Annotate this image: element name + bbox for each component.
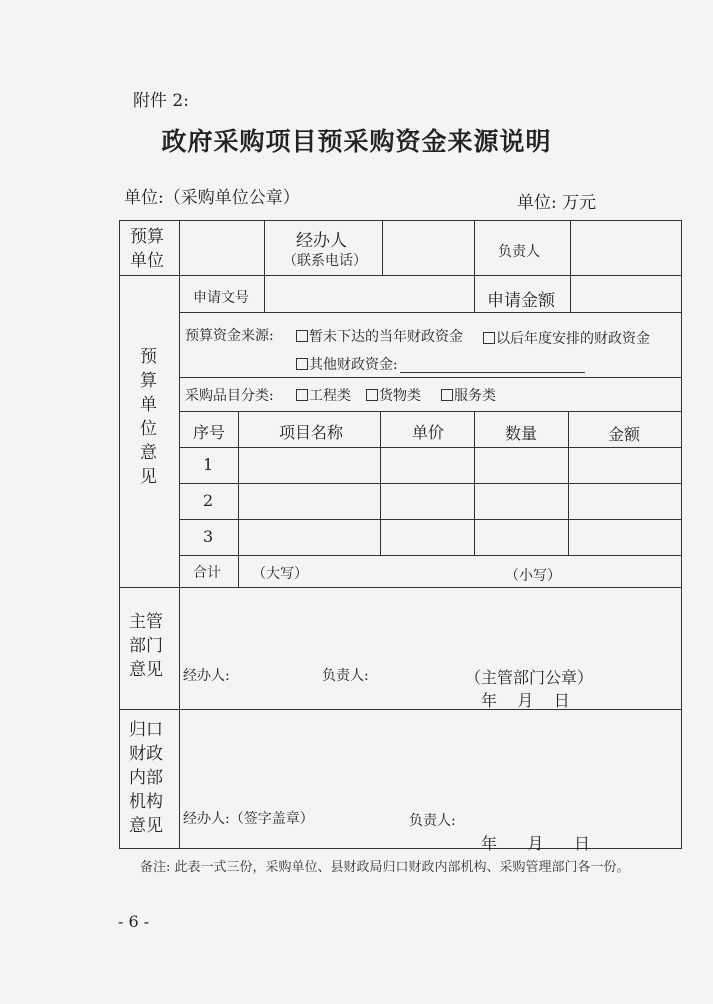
page-title: 政府采购项目预采购资金来源说明 <box>161 127 552 156</box>
fund-option-other: 其他财政资金: <box>296 354 398 374</box>
finance-handler-label: 经办人:（签字盖章） <box>183 811 314 827</box>
category-label: 采购品目分类: <box>185 388 274 404</box>
dept-principal-label: 负责人: <box>322 668 369 684</box>
handler-phone-label: （联系电话） <box>283 253 367 269</box>
checkbox-icon[interactable] <box>483 332 495 344</box>
total-label: 合计 <box>193 565 221 581</box>
total-lower-label: （小写） <box>505 568 561 584</box>
table-row: 2 <box>203 491 214 510</box>
attachment-label: 附件 2: <box>133 91 189 111</box>
col-header-seq: 序号 <box>193 423 226 442</box>
checkbox-icon[interactable] <box>366 389 378 401</box>
budget-opinion-side-label: 预 算 单 位 意 见 <box>140 347 157 487</box>
table-row: 1 <box>203 455 214 474</box>
finance-opinion-side-label: 归口 财政 内部 机构 意见 <box>129 720 163 836</box>
category-engineering: 工程类 <box>296 385 351 405</box>
fund-source-label: 预算资金来源: <box>185 328 274 344</box>
dept-opinion-side-label: 主管 部门 意见 <box>129 612 163 680</box>
other-fund-blank-line <box>400 372 585 373</box>
apply-amount-label: 申请金额 <box>487 291 555 311</box>
finance-date-label: 年 月 日 <box>481 834 591 853</box>
finance-principal-label: 负责人: <box>409 813 456 829</box>
handler-label: 经办人 <box>296 231 347 251</box>
footnote: 备注: 此表一式三份，采购单位、县财政局归口财政内部机构、采购管理部门各一份。 <box>140 860 630 875</box>
checkbox-icon[interactable] <box>441 389 453 401</box>
category-services: 服务类 <box>441 385 496 405</box>
checkbox-icon[interactable] <box>296 330 308 342</box>
dept-handler-label: 经办人: <box>183 668 230 684</box>
apply-doc-label: 申请文号 <box>193 290 249 306</box>
page-number: - 6 - <box>118 912 150 931</box>
total-upper-label: （大写） <box>252 566 308 582</box>
unit-seal-label: 单位:（采购单位公章） <box>124 188 300 208</box>
unit-currency-label: 单位: 万元 <box>517 193 597 213</box>
category-goods: 货物类 <box>366 385 421 405</box>
checkbox-icon[interactable] <box>296 389 308 401</box>
col-header-amount: 金额 <box>608 425 641 444</box>
fund-option-later-years: 以后年度安排的财政资金 <box>483 328 650 348</box>
principal-label: 负责人 <box>498 244 540 260</box>
table-row: 3 <box>203 527 214 546</box>
col-header-quantity: 数量 <box>505 424 538 443</box>
budget-unit-label: 预算 单位 <box>130 227 164 271</box>
dept-seal-label: （主管部门公章） <box>465 668 594 687</box>
fund-option-current-year: 暂未下达的当年财政资金 <box>296 326 463 346</box>
dept-date-label: 年 月 日 <box>481 691 570 710</box>
col-header-item-name: 项目名称 <box>279 423 344 442</box>
checkbox-icon[interactable] <box>296 358 308 370</box>
col-header-unit-price: 单价 <box>412 423 445 442</box>
